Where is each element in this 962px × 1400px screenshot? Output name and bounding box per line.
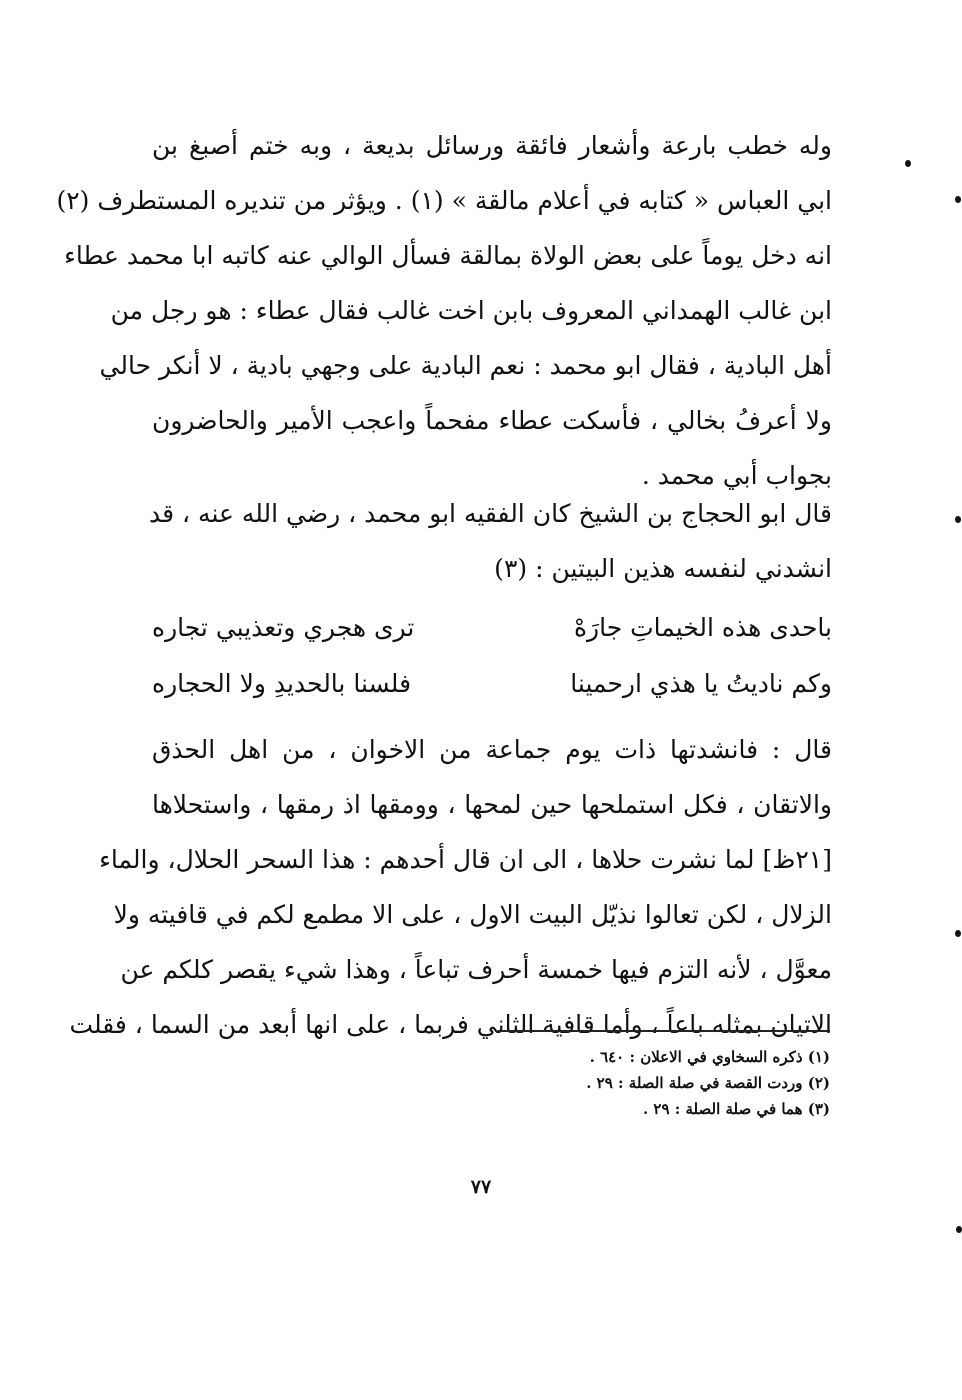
text-line: معوَّل ، لأنه التزم فيها خمسة أحرف تباعاً ، وهذا شيء يقصر كلكم عن [120,955,832,984]
text-line: الاتيان بمثله باعاً ، وأما قافية الثاني فربما ، على انها أبعد من السما ، فقلت [69,1010,832,1039]
text-line: والاتقان ، فكل استملحها حين لمحها ، وومقها اذ رمقها ، واستحلاها [152,790,832,819]
text-line: الزلال ، لكن تعالوا نذيّل البيت الاول ، على الا مطمع لكم في قافيته ولا [113,900,832,929]
text-line: قال ابو الحجاج بن الشيخ كان الفقيه ابو محمد ، رضي الله عنه ، قد [149,499,832,528]
text-line: أهل البادية ، فقال ابو محمد : نعم البادية على وجهي بادية ، لا أنكر حالي [99,351,832,380]
verse-first-hemistich: وكم ناديتُ يا هذي ارحمينا [570,669,832,698]
footnote: (١) ذكره السخاوي في الاعلان : ٦٤٠ . [589,1048,830,1066]
text-line: ابن غالب الهمداني المعروف بابن اخت غالب فقال عطاء : هو رجل من [110,296,832,325]
text-line: انه دخل يوماً على بعض الولاة بمالقة فسأل الوالي عنه كاتبه ابا محمد عطاء [64,241,832,270]
scan-speck [955,516,961,523]
verse-second-hemistich: ترى هجري وتعذيبي تجاره [152,613,415,642]
footnote-divider [498,1030,830,1032]
verse-first-hemistich: باحدى هذه الخيماتِ جارَهْ [573,613,832,642]
text-line: قال : فانشدتها ذات يوم جماعة من الاخوان ، من اهل الحذق [152,735,832,764]
scan-speck [955,930,961,937]
text-line: انشدني لنفسه هذين البيتين : (٣) [494,554,832,583]
text-line: وله خطب بارعة وأشعار فائقة ورسائل بديعة ، وبه ختم أصبغ بن [152,131,832,160]
scan-speck [956,1226,962,1233]
footnotes [430,1044,830,1122]
text-line: بجواب أبي محمد . [641,461,832,490]
text-line: [٢١ظ] لما نشرت حلاها ، الى ان قال أحدهم : هذا السحر الحلال، والماء [99,845,832,874]
text-line: ابي العباس « كتابه في أعلام مالقة » (١) . ويؤثر من تنديره المستطرف (٢) [56,186,832,215]
paragraph-biography [56,118,832,503]
text-line: ولا أعرفُ بخالي ، فأسكت عطاء مفحماً واعجب الأمير والحاضرون [152,406,832,435]
poem-verse [152,656,832,711]
paragraph-story [69,722,832,1052]
footnote: (٢) وردت القصة في صلة الصلة : ٢٩ . [586,1074,830,1092]
footnote: (٣) هما في صلة الصلة : ٢٩ . [642,1100,830,1118]
poem-verse [152,600,832,655]
verse-second-hemistich: فلسنا بالحديدِ ولا الحجاره [152,669,412,698]
paragraph-poem-intro [149,486,832,596]
page-number: ٧٧ [470,1176,492,1198]
scan-speck [955,196,961,203]
scan-speck [905,160,911,167]
